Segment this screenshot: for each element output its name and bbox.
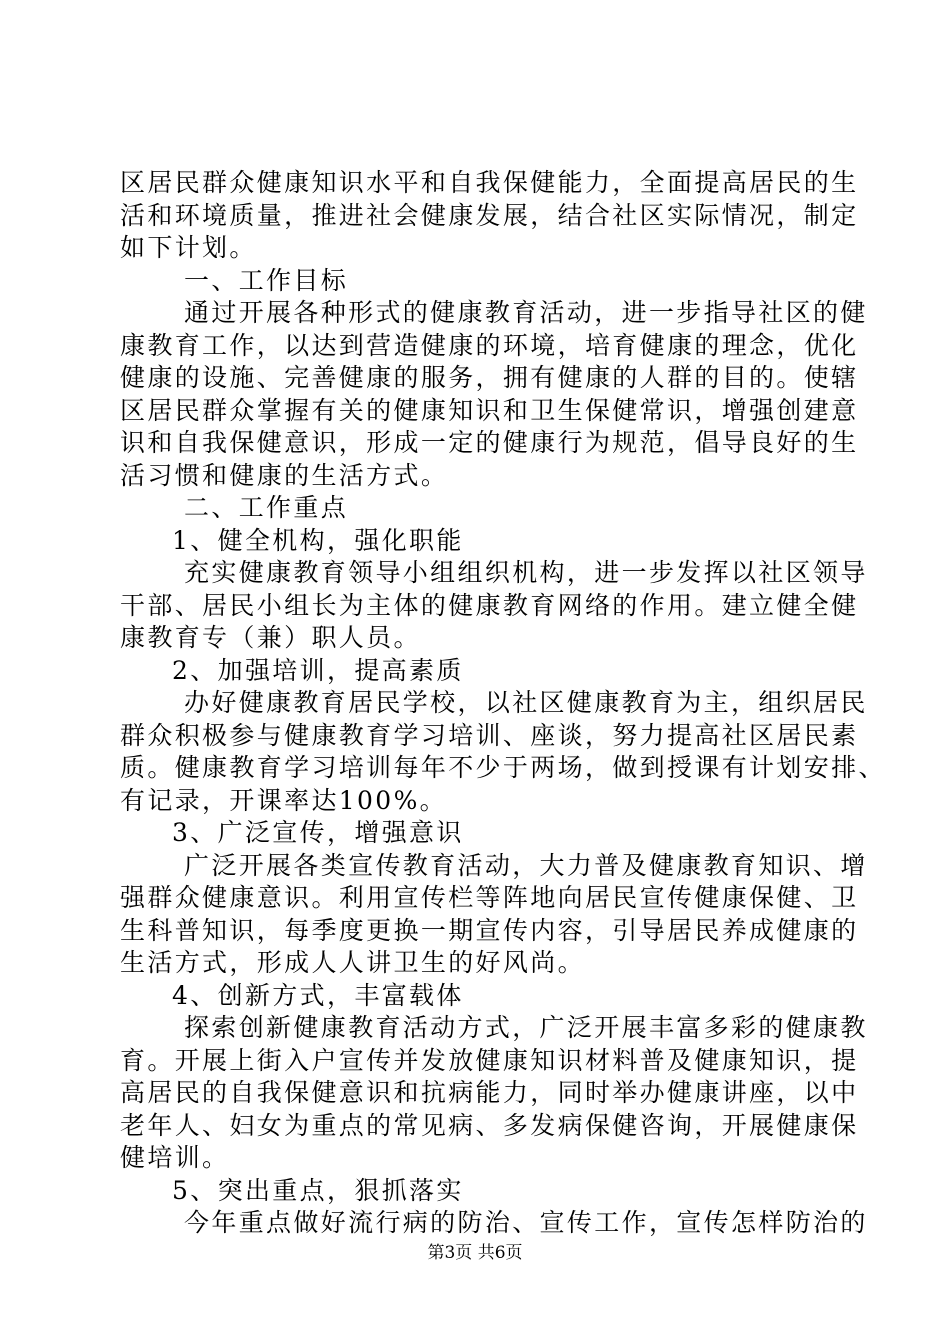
- text-line: 健培训。: [120, 1143, 230, 1172]
- section-heading: 二、工作重点: [184, 493, 349, 522]
- subsection-heading: 5、突出重点，狠抓落实: [172, 1175, 464, 1205]
- text-line: 今年重点做好流行病的防治、宣传工作，宣传怎样防治的: [184, 1208, 868, 1237]
- text-line: 充实健康教育领导小组组织机构，进一步发挥以社区领导: [184, 558, 868, 587]
- text-line: 区居民群众掌握有关的健康知识和卫生保健常识，增强创建意: [120, 395, 859, 425]
- text-line: 活和环境质量，推进社会健康发展，结合社区实际情况，制定: [120, 200, 859, 230]
- text-line: 康教育专（兼）职人员。: [120, 623, 421, 652]
- text-line: 老年人、妇女为重点的常见病、多发病保健咨询，开展健康保: [120, 1110, 859, 1140]
- text-line: 生科普知识，每季度更换一期宣传内容，引导居民养成健康的: [120, 915, 859, 945]
- subsection-heading: 4、创新方式，丰富载体: [172, 980, 464, 1010]
- text-line: 生活方式，形成人人讲卫生的好风尚。: [120, 948, 585, 977]
- text-line: 群众积极参与健康教育学习培训、座谈，努力提高社区居民素: [120, 720, 859, 750]
- text-line: 有记录，开课率达100%。: [120, 785, 448, 815]
- text-line: 健康的设施、完善健康的服务，拥有健康的人群的目的。使辖: [120, 363, 859, 392]
- text-line: 高居民的自我保健意识和抗病能力，同时举办健康讲座，以中: [120, 1078, 859, 1107]
- text-line: 通过开展各种形式的健康教育活动，进一步指导社区的健: [184, 298, 868, 327]
- text-line: 探索创新健康教育活动方式，广泛开展丰富多彩的健康教: [184, 1013, 868, 1042]
- text-line: 广泛开展各类宣传教育活动，大力普及健康教育知识、增: [184, 850, 868, 880]
- subsection-heading: 2、加强培训，提高素质: [172, 655, 464, 685]
- text-line: 康教育工作，以达到营造健康的环境，培育健康的理念，优化: [120, 330, 859, 360]
- document-body: [120, 167, 886, 1240]
- page-number-footer: 第3页 共6页: [427, 1243, 523, 1263]
- text-line: 如下计划。: [120, 233, 257, 262]
- text-line: 识和自我保健意识，形成一定的健康行为规范，倡导良好的生: [120, 428, 859, 457]
- text-line: 质。健康教育学习培训每年不少于两场，做到授课有计划安排、: [120, 753, 886, 782]
- subsection-heading: 3、广泛宣传，增强意识: [172, 818, 464, 847]
- section-heading: 一、工作目标: [184, 265, 349, 295]
- text-line: 办好健康教育居民学校，以社区健康教育为主，组织居民: [184, 688, 868, 717]
- text-line: 育。开展上街入户宣传并发放健康知识材料普及健康知识，提: [120, 1045, 859, 1075]
- text-line: 干部、居民小组长为主体的健康教育网络的作用。建立健全健: [120, 590, 859, 620]
- subsection-heading: 1、健全机构，强化职能: [172, 525, 464, 555]
- text-line: 强群众健康意识。利用宣传栏等阵地向居民宣传健康保健、卫: [120, 883, 859, 912]
- text-line: 活习惯和健康的生活方式。: [120, 460, 449, 490]
- text-line: 区居民群众健康知识水平和自我保健能力，全面提高居民的生: [120, 168, 859, 197]
